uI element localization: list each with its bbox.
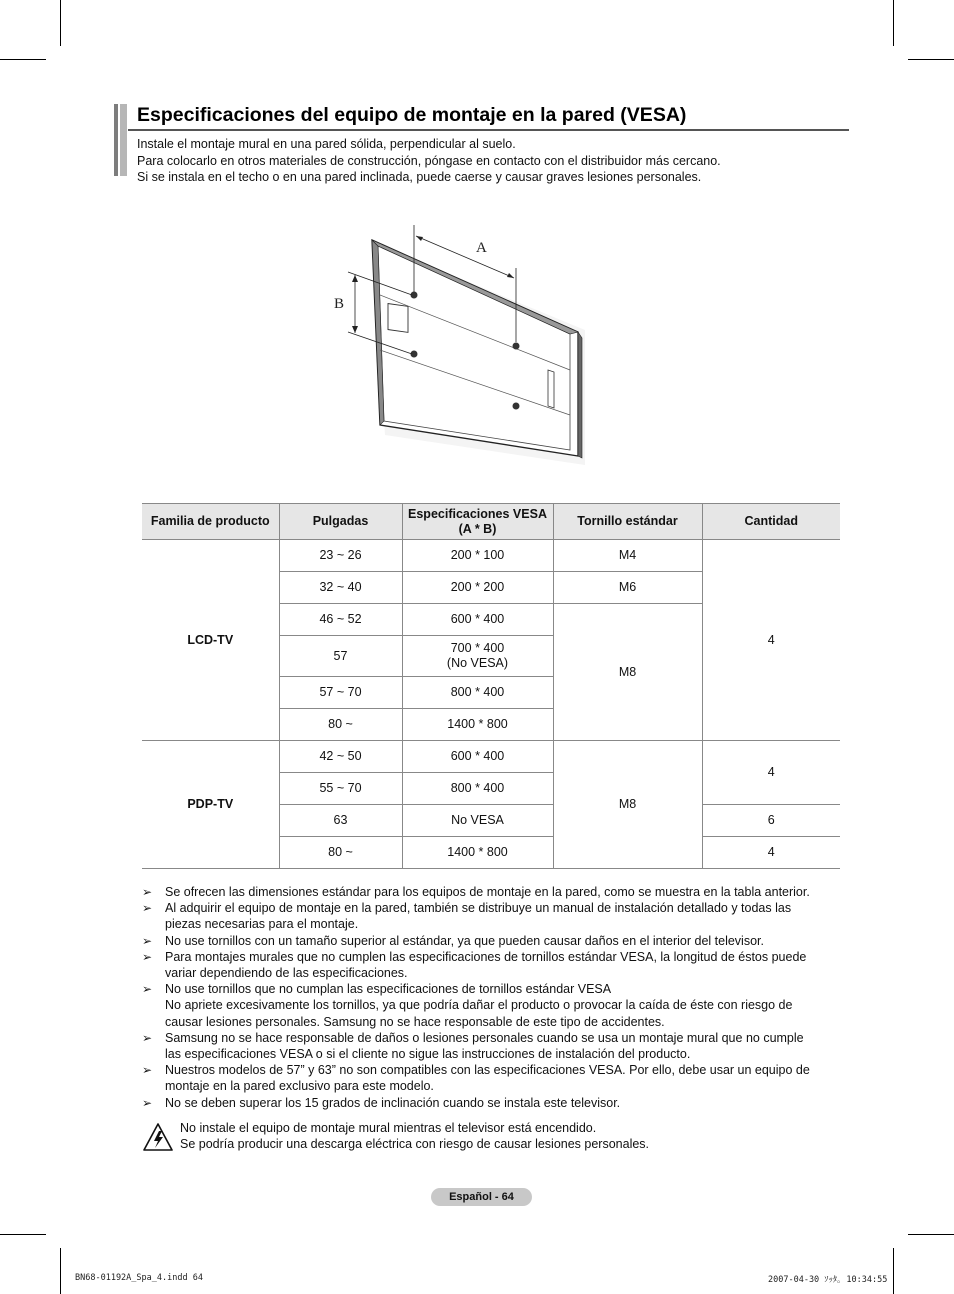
- crop-mark: [0, 1234, 46, 1235]
- page-title: Especificaciones del equipo de montaje en la pared (VESA): [137, 104, 687, 126]
- vesa-note: (No VESA): [446, 656, 509, 670]
- quantity-cell: 4: [702, 540, 840, 741]
- note-item: [142, 884, 844, 900]
- screw-cell: M8: [553, 604, 702, 741]
- crop-mark: [893, 1248, 894, 1294]
- note-arrow-icon: ➢: [142, 1063, 153, 1078]
- vesa-cell: No VESA: [402, 805, 553, 837]
- inches-cell: 32 ~ 40: [279, 572, 402, 604]
- crop-mark: [60, 0, 61, 46]
- note-item: [142, 933, 844, 949]
- note-line: causar lesiones personales. Samsung no se hace responsable de este tipo de accidentes.: [165, 1014, 665, 1029]
- table-row: [142, 540, 840, 572]
- table-header-row: [142, 504, 840, 540]
- warning-line: No instale el equipo de montaje mural mientras el televisor está encendido.: [180, 1121, 597, 1135]
- note-line: Samsung no se hace responsable de daños o lesiones personales cuando se usa un montaje mural que no cumple: [165, 1030, 804, 1045]
- note-arrow-icon: ➢: [142, 1030, 153, 1045]
- vesa-cell: 600 * 400: [402, 604, 553, 636]
- title-rule: [128, 129, 849, 131]
- inches-cell: 63: [279, 805, 402, 837]
- vesa-cell: 800 * 400: [402, 677, 553, 709]
- header-vesa-line: Especificaciones VESA: [408, 506, 547, 521]
- tv-mount-diagram: [320, 220, 590, 470]
- note-arrow-icon: ➢: [142, 949, 153, 964]
- note-arrow-icon: ➢: [142, 982, 153, 997]
- inches-cell: 80 ~: [279, 709, 402, 741]
- header-vesa-spec: [402, 504, 553, 540]
- vesa-cell: [402, 636, 553, 677]
- family-cell: LCD-TV: [142, 540, 279, 741]
- print-slug-date: 2007-04-30 ｿｯﾀ｡ 10:34:55: [768, 1275, 888, 1285]
- note-line: las especificaciones VESA o si el cliente no sigue las instrucciones de instalación del producto.: [165, 1047, 691, 1062]
- header-vesa-line: (A * B): [458, 521, 497, 536]
- table-row: [142, 741, 840, 773]
- crop-mark: [60, 1248, 61, 1294]
- inches-cell: 46 ~ 52: [279, 604, 402, 636]
- crop-mark: [893, 0, 894, 46]
- note-arrow-icon: ➢: [142, 933, 153, 948]
- note-line: No use tornillos que no cumplan las especificaciones de tornillos estándar VESA: [165, 982, 612, 997]
- warning-text: [180, 1120, 649, 1152]
- intro-line: Instale el montaje mural en una pared sólida, perpendicular al suelo.: [137, 137, 516, 151]
- intro-text: [137, 136, 721, 186]
- inches-cell: 42 ~ 50: [279, 741, 402, 773]
- vesa-cell: 1400 * 800: [402, 709, 553, 741]
- header-inches: Pulgadas: [279, 504, 402, 540]
- note-item: [142, 900, 844, 932]
- crop-mark: [0, 59, 46, 60]
- screw-cell: M4: [553, 540, 702, 572]
- note-line: No use tornillos con un tamaño superior al estándar, ya que pueden causar daños en el interior del televisor.: [165, 933, 764, 948]
- crop-mark: [908, 59, 954, 60]
- header-standard-screw: Tornillo estándar: [553, 504, 702, 540]
- inches-cell: 80 ~: [279, 837, 402, 869]
- vesa-spec-table: [142, 503, 840, 869]
- note-item: [142, 1095, 844, 1111]
- note-line: Para montajes murales que no cumplen las especificaciones de tornillos estándar VESA, la longitud de éstos puede: [165, 949, 807, 964]
- quantity-cell: 4: [702, 741, 840, 805]
- dimension-label-b: B: [334, 296, 345, 312]
- note-item: [142, 981, 844, 1030]
- quantity-cell: 4: [702, 837, 840, 869]
- note-line: variar dependiendo de las especificaciones.: [165, 966, 408, 981]
- crop-mark: [908, 1234, 954, 1235]
- quantity-cell: 6: [702, 805, 840, 837]
- print-slug-file: BN68-01192A_Spa_4.indd 64: [75, 1273, 203, 1283]
- vesa-cell: 600 * 400: [402, 741, 553, 773]
- vesa-cell: 1400 * 800: [402, 837, 553, 869]
- note-line: Nuestros modelos de 57” y 63” no son compatibles con las especificaciones VESA. Por ello, debe usar un equipo de: [165, 1063, 810, 1078]
- note-line: No apriete excesivamente los tornillos, ya que podría dañar el producto o provocar la caída de éste con riesgo de: [165, 998, 793, 1013]
- warning-icon: [142, 1122, 174, 1152]
- dimension-label-a: A: [476, 240, 487, 256]
- note-arrow-icon: ➢: [142, 901, 153, 916]
- inches-cell: 57: [279, 636, 402, 677]
- inches-cell: 57 ~ 70: [279, 677, 402, 709]
- vesa-cell: 200 * 100: [402, 540, 553, 572]
- notes-list: [142, 884, 844, 1111]
- note-line: piezas necesarias para el montaje.: [165, 917, 359, 932]
- note-line: No se deben superar los 15 grados de inclinación cuando se instala este televisor.: [165, 1095, 621, 1110]
- note-arrow-icon: ➢: [142, 885, 153, 899]
- intro-line: Para colocarlo en otros materiales de construcción, póngase en contacto con el distribuidor más cercano.: [137, 153, 721, 168]
- screw-cell: M8: [553, 741, 702, 869]
- vesa-cell: 800 * 400: [402, 773, 553, 805]
- page-number-badge: Español - 64: [431, 1188, 532, 1206]
- title-accent: [114, 104, 128, 176]
- intro-line: Si se instala en el techo o en una pared inclinada, puede caerse y causar graves lesiones personales.: [137, 170, 702, 184]
- vesa-value: 700 * 400: [450, 641, 505, 655]
- screw-cell: M6: [553, 572, 702, 604]
- vesa-cell: 200 * 200: [402, 572, 553, 604]
- note-item: [142, 949, 844, 981]
- family-cell: PDP-TV: [142, 741, 279, 869]
- note-arrow-icon: ➢: [142, 1095, 153, 1110]
- header-quantity: Cantidad: [702, 504, 840, 540]
- note-item: [142, 1062, 844, 1094]
- inches-cell: 55 ~ 70: [279, 773, 402, 805]
- inches-cell: 23 ~ 26: [279, 540, 402, 572]
- note-line: montaje en la pared exclusivo para este modelo.: [165, 1079, 434, 1094]
- note-line: Al adquirir el equipo de montaje en la pared, también se distribuye un manual de instalación detallado y todas las: [165, 901, 792, 916]
- note-item: [142, 1030, 844, 1062]
- note-line: Se ofrecen las dimensiones estándar para los equipos de montaje en la pared, como se muestra en la tabla anterior.: [165, 885, 810, 899]
- header-product-family: Familia de producto: [142, 504, 279, 540]
- warning-line: Se podría producir una descarga eléctrica con riesgo de causar lesiones personales.: [180, 1137, 650, 1152]
